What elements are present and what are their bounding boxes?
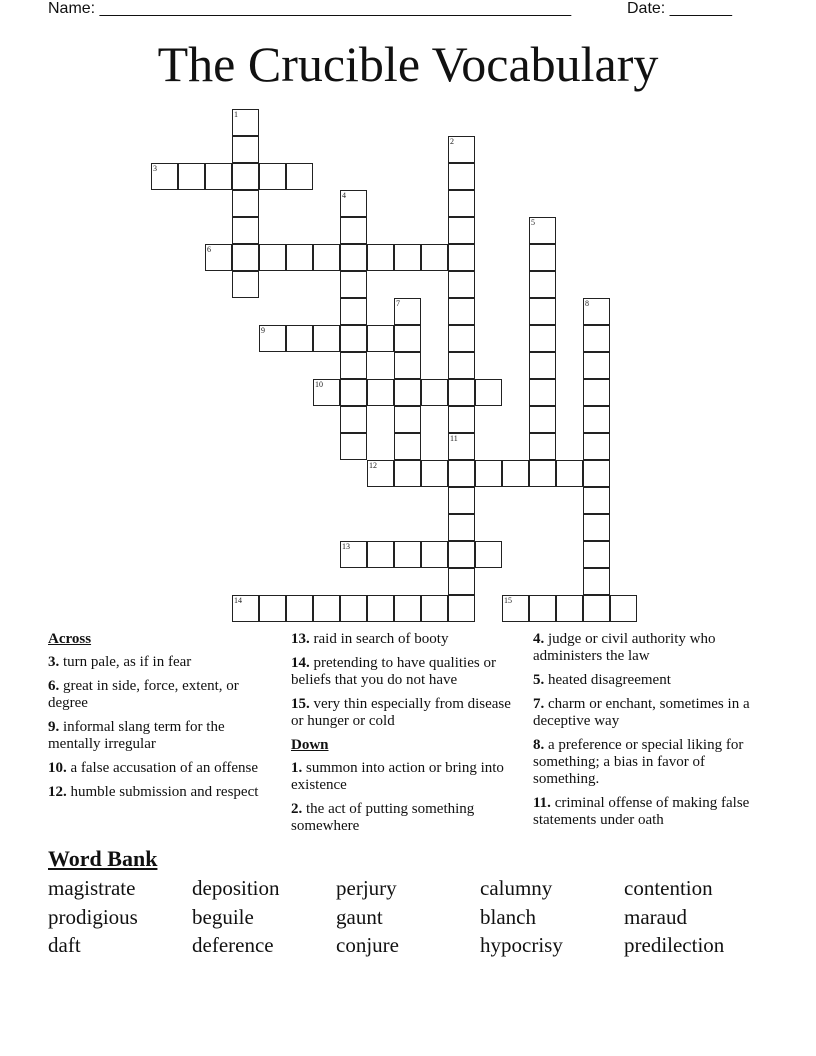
clue-text: humble submission and respect xyxy=(70,784,259,800)
grid-cell[interactable] xyxy=(367,379,394,406)
word-bank-item: beguile xyxy=(192,904,254,929)
grid-cell[interactable] xyxy=(259,244,286,271)
grid-cell[interactable] xyxy=(178,163,205,190)
grid-cell[interactable] xyxy=(583,541,610,568)
name-field-label[interactable]: Name: _____________________________________________________ xyxy=(48,0,572,17)
clue-number-label: 6 xyxy=(207,245,211,254)
word-bank-item: blanch xyxy=(480,904,536,929)
clue-number: 9. xyxy=(48,719,60,735)
clue-number-label: 13 xyxy=(342,542,350,551)
grid-cell[interactable] xyxy=(610,595,637,622)
clue-item xyxy=(533,631,758,665)
grid-cell[interactable] xyxy=(502,460,529,487)
grid-cell[interactable] xyxy=(529,271,556,298)
grid-cell[interactable] xyxy=(583,460,610,487)
grid-cell[interactable] xyxy=(394,433,421,460)
clue-number-label: 12 xyxy=(369,461,377,470)
grid-cell[interactable] xyxy=(583,487,610,514)
clue-text: criminal offense of making false statements under oath xyxy=(533,795,750,828)
grid-cell[interactable] xyxy=(529,433,556,460)
grid-cell[interactable] xyxy=(313,325,340,352)
word-bank xyxy=(48,874,768,960)
grid-cell[interactable] xyxy=(286,163,313,190)
grid-cell[interactable] xyxy=(340,406,367,433)
grid-cell[interactable] xyxy=(448,514,475,541)
grid-cell[interactable] xyxy=(340,244,367,271)
word-bank-title: Word Bank xyxy=(48,846,158,871)
grid-cell[interactable] xyxy=(340,352,367,379)
grid-cell[interactable] xyxy=(448,379,475,406)
clue-text: informal slang term for the mentally irregular xyxy=(48,719,225,752)
grid-cell[interactable] xyxy=(394,352,421,379)
clue-item xyxy=(291,760,516,794)
word-bank-item: conjure xyxy=(336,933,399,957)
grid-cell[interactable] xyxy=(583,595,610,622)
grid-cell[interactable] xyxy=(286,595,313,622)
grid-cell[interactable] xyxy=(394,379,421,406)
grid-cell[interactable] xyxy=(475,460,502,487)
clue-number: 5. xyxy=(533,672,545,688)
down-heading: Down xyxy=(291,737,329,753)
clues-column-1 xyxy=(48,631,273,808)
grid-cell[interactable] xyxy=(583,568,610,595)
clue-item xyxy=(533,795,758,829)
clue-number: 7. xyxy=(533,696,545,712)
clue-number-label: 8 xyxy=(585,299,589,308)
clue-text: charm or enchant, sometimes in a deceptive way xyxy=(533,696,750,729)
clue-number: 14. xyxy=(291,655,310,671)
grid-cell[interactable] xyxy=(340,595,367,622)
grid-cell[interactable] xyxy=(367,595,394,622)
clue-number-label: 1 xyxy=(234,110,238,119)
grid-cell[interactable] xyxy=(394,244,421,271)
clue-item xyxy=(48,678,273,712)
grid-cell[interactable] xyxy=(475,379,502,406)
grid-cell[interactable] xyxy=(313,595,340,622)
grid-cell[interactable] xyxy=(367,325,394,352)
grid-cell[interactable] xyxy=(448,487,475,514)
word-bank-item: prodigious xyxy=(48,904,138,929)
grid-cell[interactable] xyxy=(448,298,475,325)
grid-cell[interactable] xyxy=(340,298,367,325)
grid-cell[interactable] xyxy=(232,163,259,190)
grid-cell[interactable] xyxy=(583,433,610,460)
clue-number-label: 11 xyxy=(450,434,458,443)
clue-item xyxy=(291,655,516,689)
grid-cell[interactable] xyxy=(448,406,475,433)
grid-cell[interactable] xyxy=(205,163,232,190)
grid-cell[interactable] xyxy=(448,217,475,244)
clue-text: a preference or special liking for something; a bias in favor of something. xyxy=(533,737,744,787)
clue-number-label: 15 xyxy=(504,596,512,605)
grid-cell[interactable] xyxy=(448,325,475,352)
grid-cell[interactable] xyxy=(394,595,421,622)
clue-text: very thin especially from disease or hunger or cold xyxy=(291,696,511,729)
clue-number: 12. xyxy=(48,784,67,800)
word-bank-item: gaunt xyxy=(336,904,383,929)
clue-text: turn pale, as if in fear xyxy=(63,654,192,670)
clue-number: 6. xyxy=(48,678,60,694)
clue-number: 15. xyxy=(291,696,310,712)
clue-text: pretending to have qualities or beliefs that you do not have xyxy=(291,655,496,688)
clue-number: 11. xyxy=(533,795,551,811)
word-bank-item: maraud xyxy=(624,904,687,929)
date-field-label[interactable]: Date: _______ xyxy=(627,0,732,17)
grid-cell[interactable] xyxy=(340,379,367,406)
grid-cell[interactable] xyxy=(259,163,286,190)
grid-cell[interactable] xyxy=(421,541,448,568)
clue-item xyxy=(48,760,273,777)
clue-number: 8. xyxy=(533,737,545,753)
clue-number-label: 2 xyxy=(450,137,454,146)
clue-number-label: 4 xyxy=(342,191,346,200)
grid-cell[interactable] xyxy=(448,541,475,568)
grid-cell[interactable] xyxy=(529,244,556,271)
word-bank-item: deposition xyxy=(192,876,280,900)
clues-column-2 xyxy=(291,631,516,842)
clue-number: 13. xyxy=(291,631,310,647)
word-bank-item: calumny xyxy=(480,876,553,900)
grid-cell[interactable] xyxy=(394,541,421,568)
grid-cell[interactable] xyxy=(583,514,610,541)
clue-item xyxy=(291,801,516,835)
grid-cell[interactable] xyxy=(232,217,259,244)
grid-cell[interactable] xyxy=(556,460,583,487)
grid-cell[interactable] xyxy=(340,271,367,298)
clue-item xyxy=(533,696,758,730)
clue-item xyxy=(291,631,516,648)
word-bank-item: magistrate xyxy=(48,876,136,900)
page-title: The Crucible Vocabulary xyxy=(157,36,659,92)
clue-text: heated disagreement xyxy=(548,672,671,688)
grid-cell[interactable] xyxy=(448,352,475,379)
clue-number: 10. xyxy=(48,760,67,776)
grid-cell[interactable] xyxy=(286,325,313,352)
clue-number: 2. xyxy=(291,801,303,817)
word-bank-item: daft xyxy=(48,933,81,957)
clue-number-label: 14 xyxy=(234,596,242,605)
word-bank-item: hypocrisy xyxy=(480,933,563,957)
grid-cell[interactable] xyxy=(529,325,556,352)
grid-cell[interactable] xyxy=(340,325,367,352)
clue-item xyxy=(533,672,758,689)
grid-cell[interactable] xyxy=(448,163,475,190)
grid-cell[interactable] xyxy=(529,460,556,487)
clue-item xyxy=(48,784,273,801)
clue-item xyxy=(48,719,273,753)
grid-cell[interactable] xyxy=(421,244,448,271)
grid-cell[interactable] xyxy=(340,217,367,244)
grid-cell[interactable] xyxy=(475,541,502,568)
grid-cell[interactable] xyxy=(421,379,448,406)
word-bank-item: deference xyxy=(192,933,274,957)
grid-cell[interactable] xyxy=(448,595,475,622)
clue-text: great in side, force, extent, or degree xyxy=(48,678,239,711)
clue-text: raid in search of booty xyxy=(313,631,449,647)
grid-cell[interactable] xyxy=(232,271,259,298)
grid-cell[interactable] xyxy=(313,244,340,271)
clue-item xyxy=(533,737,758,788)
grid-cell[interactable] xyxy=(367,541,394,568)
grid-cell[interactable] xyxy=(232,244,259,271)
clue-item xyxy=(48,654,273,671)
grid-cell[interactable] xyxy=(340,433,367,460)
clue-number-label: 10 xyxy=(315,380,323,389)
clue-text: a false accusation of an offense xyxy=(70,760,259,776)
clue-text: summon into action or bring into existence xyxy=(291,760,504,793)
grid-cell[interactable] xyxy=(394,406,421,433)
clue-number: 4. xyxy=(533,631,545,647)
clue-number-label: 7 xyxy=(396,299,400,308)
grid-cell[interactable] xyxy=(529,595,556,622)
clues-column-3 xyxy=(533,631,758,836)
grid-cell[interactable] xyxy=(232,136,259,163)
grid-cell[interactable] xyxy=(448,271,475,298)
grid-cell[interactable] xyxy=(232,190,259,217)
grid-cell[interactable] xyxy=(529,406,556,433)
clue-number-label: 9 xyxy=(261,326,265,335)
grid-cell[interactable] xyxy=(529,298,556,325)
word-bank-item: contention xyxy=(624,876,713,900)
grid-cell[interactable] xyxy=(367,244,394,271)
grid-cell[interactable] xyxy=(583,325,610,352)
grid-cell[interactable] xyxy=(394,460,421,487)
grid-cell[interactable] xyxy=(448,190,475,217)
grid-cell[interactable] xyxy=(421,460,448,487)
grid-cell[interactable] xyxy=(394,325,421,352)
grid-cell[interactable] xyxy=(448,244,475,271)
clue-text: judge or civil authority who administers the law xyxy=(533,631,716,664)
word-bank-item: predilection xyxy=(624,933,725,957)
clue-item xyxy=(291,696,516,730)
grid-cell[interactable] xyxy=(448,568,475,595)
grid-cell[interactable] xyxy=(259,595,286,622)
clue-number-label: 3 xyxy=(153,164,157,173)
clue-number: 1. xyxy=(291,760,303,776)
clue-text: the act of putting something somewhere xyxy=(291,801,475,834)
grid-cell[interactable] xyxy=(421,595,448,622)
grid-cell[interactable] xyxy=(286,244,313,271)
grid-cell[interactable] xyxy=(556,595,583,622)
grid-cell[interactable] xyxy=(448,460,475,487)
grid-cell[interactable] xyxy=(583,352,610,379)
grid-cell[interactable] xyxy=(529,379,556,406)
across-heading: Across xyxy=(48,631,92,647)
clue-number: 3. xyxy=(48,654,60,670)
grid-cell[interactable] xyxy=(529,352,556,379)
grid-cell[interactable] xyxy=(583,379,610,406)
word-bank-item: perjury xyxy=(336,876,397,900)
clue-number-label: 5 xyxy=(531,218,535,227)
grid-cell[interactable] xyxy=(583,406,610,433)
